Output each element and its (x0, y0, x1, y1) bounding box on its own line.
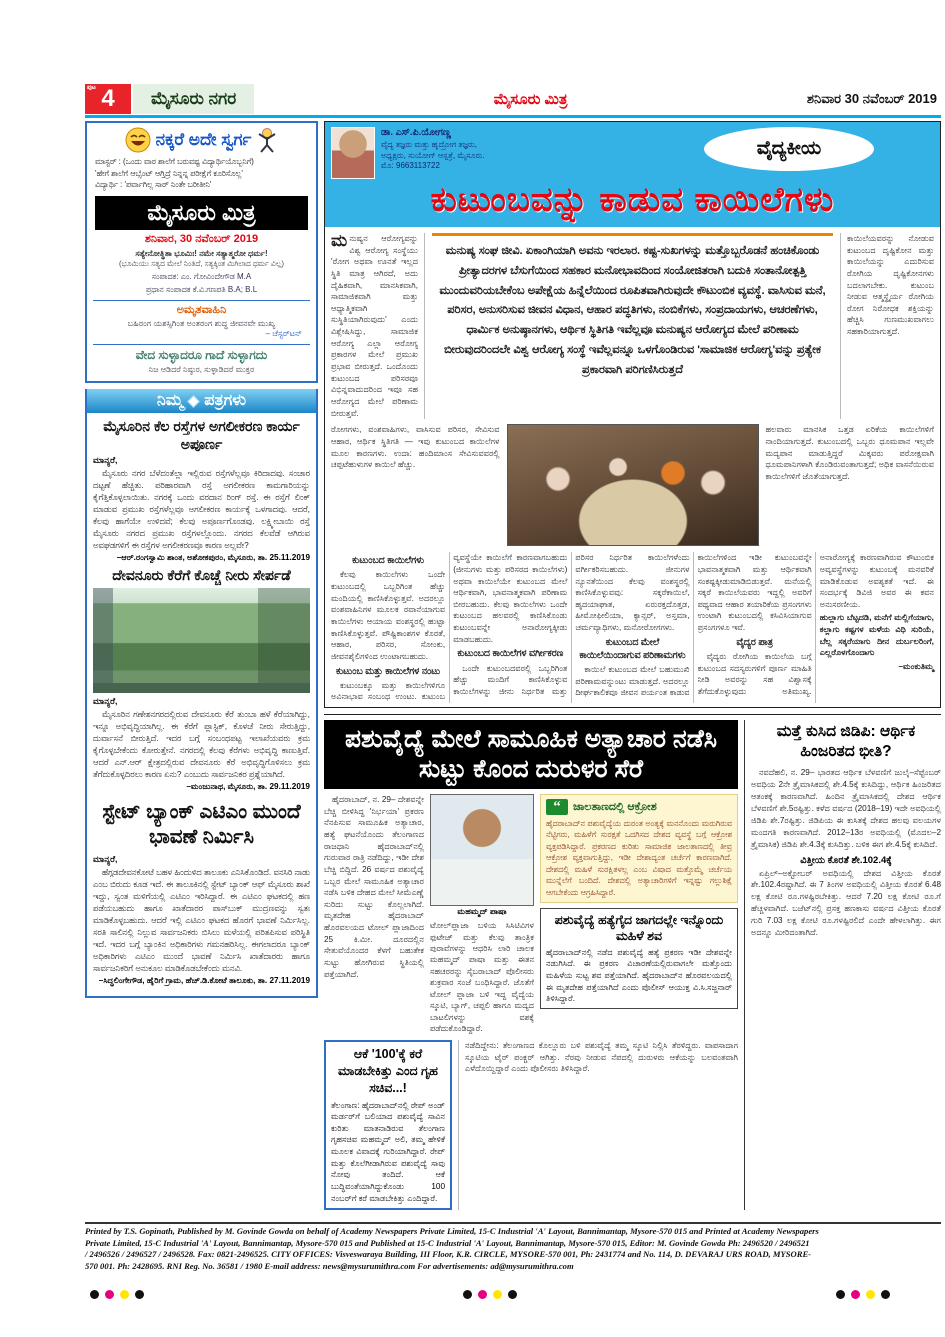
medical-subhead: ವೈದ್ಯರ ಪಾತ್ರ (736, 636, 773, 647)
medical-article (324, 121, 941, 708)
medical-subhead: ಕುಟುಂಬದ ಕಾಯಿಲೆಗಳು (352, 555, 425, 566)
masthead-date: ಶನಿವಾರ, 30 ನವೆಂಬರ್ 2019 (144, 233, 259, 246)
imprint-footer (85, 1222, 941, 1272)
registration-dot-black (463, 1290, 472, 1299)
letter-body: ಹೆಗ್ಗಡದೇವನಕೋಟೆ ಬಹಳ ಹಿಂದುಳಿದ ತಾಲೂಕು ಎನಿಸಿಕೊಂಡಿದೆ. ವನಸಿರಿ ನಾಡು ಎಂಬ ಬಿರುದು ಕೂಡ ಇದೆ. ಈ ತಾಲೂಕಿನಲ್ಲಿ ಸ್ಟೇಟ್ ಬ್ಯಾಂಕ್ ಆಫ್ ಮೈಸೂರು ಶಾಖೆ ಇದ್ದು, ಸ್ವಂತ ಮಳಿಗೆಯಲ್ಲಿ ಎಟಿಎಂ ಇರಿಸಿದ್ದಾರೆ. ಈ ಎಟಿಎಂ ಘಟಕದಲ್ಲಿ ಹಣ ಪಡೆಯಬಹುದು ಹಾಗೂ ಖಾತೆದಾರರ ಪಾಸ್‌ಬುಕ್ ಮುದ್ರಣವನ್ನು ಸ್ವತಃ ಮಾಡಿಕೊಳ್ಳಬಹುದು. ಆದರೆ ಇಲ್ಲಿ ಎಟಿಎಂ ಘಟಕದ ಹೊರಗೆ ಭಾವಣೆ ನಿರ್ಮಿಸಿಲ್ಲ. ಸರತಿ ಸಾಲಿನಲ್ಲಿ ನಿಲ್ಲುವ ಸಾರ್ವಜನಿಕರು ಬಿಸಿಲು ಮಳೆಯಲ್ಲಿ ಪರಿತಪಿಸುವ ಪರಿಸ್ಥಿತಿ ಇದೆ. ಇದರ ಬಗ್ಗೆ ಬ್ಯಾಂಕಿನ ಅಧಿಕಾರಿಗಳು ಗಮನಹರಿಸಿಲ್ಲ. ಈಗಲಾದರೂ ಬ್ಯಾಂಕ್ ಅಧಿಕಾರಿಗಳು ಎಟಿಎಂ ಮುಂದೆ ಭಾವಣೆ ನಿರ್ಮಿಸಿ ಖಾತೆದಾರರು ಹಾಗೂ ಸಾರ್ವಜನಿಕರಿಗೆ ಅನುಕೂಲ ಮಾಡಿಕೊಡಬೇಕೆಂದು ಮನವಿ. (93, 866, 310, 973)
doctor-photo (331, 127, 375, 179)
letter-atm (93, 800, 310, 986)
registration-dot-black (508, 1290, 517, 1299)
quote-title-row (546, 799, 732, 815)
imprint-line: 570 001. Ph: 2428695. RNI Reg. No. 36581 / 1980 E-mail address: news@mysurumithra.com For advertisements: ad@mysurumithra.com (85, 1260, 574, 1271)
medical-first-column: ಮನುಷ್ಯನ ಆರೋಗ್ಯವನ್ನು ವಿಶ್ವ ಆರೋಗ್ಯ ಸಂಸ್ಥೆಯು 'ರೋಗ ಅಥವಾ ಊನತೆ ಇಲ್ಲದ ಸ್ಥಿತಿ ಮಾತ್ರ ಆಗಿರದೆ, ಅದು ದೈಹಿಕವಾಗಿ, ಮಾನಸಿಕವಾಗಿ, ಸಾಮಾಜಿಕವಾಗಿ ಮತ್ತು ಆಧ್ಯಾತ್ಮಿಕವಾಗಿ ಸುಸ್ಥಿತಿಯಾಗಿರುವುದು' ಎಂದು ವಿಶ್ಲೇಷಿಸಿದ್ದು, ಸಾಮಾಜಿಕ ಆರೋಗ್ಯ ಎಲ್ಲಾ ಆರೋಗ್ಯ ಪ್ರಕಾರಗಳ ಮೇಲೆ ಪ್ರಮುಖ ಪ್ರಭಾವ ಬೀರುತ್ತದೆ. ಒಂದೊಂದು ಕುಟುಂಬದ ಪರಿಸರವೂ ವಿಭಿನ್ನವಾದುದರಿಂದ ಇವೂ ಸಹ ಆರೋಗ್ಯದ ಮೇಲೆ ಪರಿಣಾಮ ಬೀರುತ್ತವೆ. (331, 233, 425, 419)
medical-paragraph: ಕುಟುಂಬಕ್ಕೂ ಮತ್ತು ಕಾಯಿಲೆಗಳಿಗೂ ಅವಿನಾಭಾವ ಸಂಬಂಧ ಉಂಟು. ಕುಟುಂಬ ವ್ಯವಸ್ಥೆಯೇ ಕಾಯಿಲೆಗೆ ಕಾರಣವಾಗಬಹುದು (ಜೀನುಗಳು ಮತ್ತು ಪರಿಸರದ ಕಾಯಿಲೆಗಳು) ಅಥವಾ ಕಾಯಿಲೆಯೇ ಕುಟುಂಬದ ಮೇಲೆ ಆರ್ಥಿಕವಾಗಿ, ಭಾವನಾತ್ಮಕವಾಗಿ ಪರಿಣಾಮ ಬೀರಬಹುದು. ಕೆಲವು ಕಾಯಿಲೆಗಳು ಒಂದೇ ಕುಟುಂಬದ ಹಲವರಲ್ಲಿ ಕಾಣಿಸಿಕೊಂಡು ಕುಟುಂಬವನ್ನೇ ಅನಾರೋಗ್ಯಕ್ಕೀಡು ಮಾಡಬಹುದು. (331, 553, 568, 702)
header-date: ಶನಿವಾರ 30 ನವೆಂಬರ್ 2019 (806, 91, 937, 106)
medical-subhead: ಕುಟುಂಬದ ಕಾಯಿಲೆಗಳ ವರ್ಗೀಕರಣ (457, 648, 564, 659)
minister-box-body: ತೆಲಂಗಾಣ: ಹೈದರಾಬಾದ್‌ನಲ್ಲಿ ರೇಪ್ ಅಂಡ್ ಮರ್ಡರ್‌ಗೆ ಬಲಿಯಾದ ಪಶುವೈದ್ಯೆ ಸಾವಿನ ಕುರಿತು ಮಾತನಾಡಿರುವ ತೆಲಂಗಾಣ ಗೃಹಸಚಿವ ಮಹಮ್ಮದ್ ಅಲಿ, ತಮ್ಮ ಹೇಳಿಕೆ ಮೂಲಕ ವಿವಾದಕ್ಕೆ ಗುರಿಯಾಗಿದ್ದಾರೆ. ರೇಪ್ ಮತ್ತು ಕೊಲೆಗೀಡಾಗಿರುವ ಪಶುವೈದ್ಯೆ ಸಾವು ನೋವು ತಂದಿದೆ. ಆಕೆ ಬುದ್ಧಿವಂತೆಯಾಗಿದ್ದುಕೊಂಡು 100 ನಂಬರ್‌ಗೆ ಕರೆ ಮಾಡಬೇಕಿತ್ತು ಎಂದಿದ್ದಾರೆ. (331, 1100, 445, 1203)
medical-subhead: ಕುಟುಂಬದ ಮೇಲೆ ಕಾಯಿಲೆಯಿಂದಾಗುವ ಪರಿಣಾಮಗಳು (579, 636, 686, 660)
vet-headline: ಪಶುವೈದ್ಯೆ ಮೇಲೆ ಸಾಮೂಹಿಕ ಅತ್ಯಾಚಾರ ನಡೆಸಿ ಸುಟ್ಟು ಕೊಂದ ದುರುಳರ ಸೆರೆ (324, 720, 738, 789)
medical-paragraph: ಕಾಯಿಲೆ ಕುಟುಂಬದ ಮೇಲೆ ಬಹುಮುಖಿ ಪರಿಣಾಮವನ್ನುಂಟು ಮಾಡುತ್ತದೆ. ಅದರಲ್ಲೂ ದೀರ್ಘಕಾಲಿಕವೂ ಜೀವನ ಪರ್ಯಂತ ಕಾಡುವ ಕಾಯಿಲೆಗಳಿಂದ ಇಡೀ ಕುಟುಂಬವನ್ನೇ ಭಾವನಾತ್ಮಕವಾಗಿ ಮತ್ತು ಆರ್ಥಿಕವಾಗಿ ಸಂಕಷ್ಟಕ್ಕೀಡುಮಾಡಿಬಿಡುತ್ತವೆ. ಮನೆಯಲ್ಲಿ ಸಕ್ಕರೆ ಕಾಯಿಲೆಯವರು ಇದ್ದಲ್ಲಿ ಅವರಿಗೆ ಪಥ್ಯವಾದ ಆಹಾರ ತಯಾರಿಕೆಯ ಪ್ರಸಂಗಗಳು ಉಂಟಾಗಿ ಕುಟುಂಬದಲ್ಲಿ ಕಸಿವಿಸಿಯಾಗುವ ಪ್ರಸಂಗಗಳೂ ಇವೆ. (575, 553, 812, 698)
imprint-line: Printed by T.S. Gopinath, Published by M. Govinde Gowda on behalf of Academy Newspapers Private Limited, 15-C Industrial 'A' Layout, Bannimantap, Mysore-570 015 and Printed at Academy Newspapers (85, 1226, 819, 1236)
letter-salutation: ಮಾನ್ಯರೆ, (93, 853, 118, 864)
registration-dot-magenta (851, 1290, 860, 1299)
suspect-photo-block (430, 794, 534, 1035)
diamond-icon (187, 395, 200, 408)
header-divider (85, 115, 941, 118)
page-number-box (85, 84, 131, 114)
letters-banner (87, 389, 316, 413)
medical-photo-side-text: ಹಲವಾರು ಮಾನಸಿಕ ಒತ್ತಡ ಏರಿಕೆಯ ಕಾಯಿಲೆಗಳಿಗೆ ನಾಂದಿಯಾಗುತ್ತದೆ. ಕುಟುಂಬದಲ್ಲಿ ಒಬ್ಬರು ಧೂಮಪಾನ ಇಲ್ಲವೇ ಮದ್ಯಪಾನ ಮಾಡುತ್ತಿದ್ದರೆ ಮಿಕ್ಕವರು ಪರೋಕ್ಷವಾಗಿ ಧೂಮಪಾನಿಗಳಾಗಿ ಕೊಂಡಿರುವಂತಾಗುತ್ತದೆ; ಅಧಿಕ ವಾಸನೆಯಿರುವ ಕಾಯಿಲೆಗಳಿಗೆ ಜೊತೆಯಾಗುತ್ತದೆ. (765, 425, 934, 481)
letter-salutation: ಮಾನ್ಯರೆ, (93, 455, 118, 466)
medical-lead-paragraph: ಮನುಷ್ಯ ಸಂಘ ಜೀವಿ. ಏಕಾಂಗಿಯಾಗಿ ಅವನು ಇರಲಾರ. ಕಷ್ಟ-ಸುಖಗಳನ್ನು ಮತ್ತೊಬ್ಬರೊಡನೆ ಹಂಚಿಕೊಂಡು ಪ್ರೀತ್ಯಾದರಗಳ ಬೆಸುಗೆಯಿಂದ ಸಹಕಾರ ಮನೋಭಾವದಿಂದ ಸಂಯೋಜಿತರಾಗಿ ಬದುಕಿ ಸಂತಾನೋತ್ಪತ್ತಿ ಮುಂದುವರಿಯಬೇಕೆಂಬ ಅಪೇಕ್ಷೆಯ ಹಿನ್ನೆಲೆಯಿಂದ ರೂಪಿತವಾಗಿರುವುದೇ ಕೌಟುಂಬಿಕ ವ್ಯವಸ್ಥೆ. ವಾಸಿಸುವ ಮನೆ, ಪರಿಸರ, ಅನುಸರಿಸುವ ಜೀವನ ವಿಧಾನ, ಆಹಾರ ಪದ್ಧತಿಗಳು, ನಂಬಿಕೆಗಳು, ಸಂಪ್ರದಾಯಗಳು, ಆಚರಣೆಗಳು, ಧಾರ್ಮಿಕ ಅನುಷ್ಠಾನಗಳು, ಆರ್ಥಿಕ ಸ್ಥಿತಿಗತಿ ಇವೆಲ್ಲವೂ ಮನುಷ್ಯನ ಆರೋಗ್ಯದ ಮೇಲೆ ಪರಿಣಾಮ ಬೀರುವುದರಿಂದಲೇ ವಿಶ್ವ ಆರೋಗ್ಯ ಸಂಸ್ಥೆ ಇವೆಲ್ಲವನ್ನೂ ಒಳಗೊಂಡಿರುವ 'ಸಾಮಾಜಿಕ ಆರೋಗ್ಯ'ವನ್ನು ಪ್ರತ್ಯೇಕ ಪ್ರಕಾರವಾಗಿ ಪರಿಗಣಿಸಿರುತ್ತದೆ (432, 233, 833, 419)
vet-bottom-row (324, 1040, 738, 1210)
quote-box-title: ಜಾಲತಾಣದಲ್ಲಿ ಆಕ್ರೋಶ (573, 800, 657, 813)
letter-headline: ಸ್ಟೇಟ್ ಬ್ಯಾಂಕ್ ಎಟಿಎಂ ಮುಂದೆ ಭಾವಣೆ ನಿರ್ಮಿಸಿ (102, 800, 301, 848)
masthead-box (85, 121, 318, 383)
page-header (85, 84, 941, 114)
minister-statement-box (324, 1040, 452, 1210)
letters-box (85, 389, 318, 998)
bottom-section (324, 714, 941, 1210)
medical-subhead: ಕುಟುಂಬ ಮತ್ತು ಕಾಯಿಲೆಗಳ ನಂಟು (336, 665, 441, 676)
joke-line: 'ಹೇಗೆ ಶಾಲೆಗೆ ಆಬ್ಸೆಂಟ್ ಆಗ್ತಿದ್ರೆ ನಿನ್ನನ್ನ ಪರೀಕ್ಷೆಗೆ ಕೂರಿಸೊಲ್ಲ' (95, 168, 243, 178)
laughing-face-icon (125, 127, 151, 153)
medical-paragraph: ಒಂದೇ ಕುಟುಂಬದವರಲ್ಲಿ ಒಬ್ಬರಿಗಿಂತ ಹೆಚ್ಚು ಮಂದಿಗೆ ಕಾಣಿಸಿಕೊಳ್ಳುವ ಕಾಯಿಲೆಗಳನ್ನು ಜೀನು ನಿರ್ಧರಿತ ಮತ್ತು ಪರಿಸರ ನಿರ್ಧರಿತ ಕಾಯಿಲೆಗಳೆಂದು ವರ್ಗೀಕರಿಸಬಹುದು. ಜೀನುಗಳ ನ್ಯೂನತೆಯಿಂದ ಕೆಲವು ವಂಶಸ್ಥರಲ್ಲಿ ಕಾಣಿಸಿಕೊಳ್ಳುವವು: ಸಕ್ಕರೆಕಾಯಿಲೆ, ಹೃದಯಾಘಾತ, ಏರುರಕ್ತದೊತ್ತಡ, ಹೀಮೋಫೀಲಿಯಾ, ಕ್ಯಾನ್ಸರ್, ಅಸ್ತಮಾ, ಚರ್ಮವ್ಯಾಧಿಗಳು, ಮನೋರೋಗಗಳು. (453, 553, 690, 696)
second-body-sub-article (540, 908, 738, 1009)
quote-box-body: ಹೈದರಾಬಾದ್‌ನ ಪಶುವೈದ್ಯೆಯ ದುರಂತ ಅಂತ್ಯಕ್ಕೆ ಮನನೊಂದು ಮರುಗಿರುವ ನೆಟ್ಟಿಗರು, ಮಹಿಳೆಗೆ ಸುರಕ್ಷತೆ ಒದಗಿಸದ ದೇಶದ ವ್ಯವಸ್ಥೆ ಬಗ್ಗೆ ಆಕ್ರೋಶ ವ್ಯಕ್ತಪಡಿಸಿದ್ದಾರೆ. ಪ್ರಕರಣದ ಕುರಿತು ಸಾಮಾಜಿಕ ಜಾಲತಾಣದಲ್ಲಿ ತೀವ್ರ ಆಕ್ರೋಶ ವ್ಯಕ್ತವಾಗುತ್ತಿದ್ದು, ಇಡೀ ದೇಶಾದ್ಯಂತ ಚರ್ಚೆಗೆ ಕಾರಣವಾಗಿದೆ. ದೇಶದಲ್ಲಿ ಮಹಿಳೆ ಸುರಕ್ಷಿತಳಲ್ಲ ಎಂಬ ವಿಷಾದ ಮತ್ತೊಮ್ಮೆ ಚರ್ಚೆಯ ಮುನ್ನೆಲೆಗೆ ಬಂದಿದೆ. ದೇಶದಲ್ಲಿ ಅತ್ಯಾಚಾರಿಗಳಿಗೆ ಇನ್ನಷ್ಟು ಗಲ್ಲುಶಿಕ್ಷೆ ಆಗಬೇಕೆಂದು ಆಗ್ರಹಿಸಿದ್ದಾರೆ. (546, 819, 732, 897)
joke-title-row (93, 127, 310, 153)
registration-dot-black (836, 1290, 845, 1299)
masthead-motto-sub: (ಭೂಮಿಯು ಸತ್ಯದ ಮೇಲೆ ನಿಂತಿದೆ, ಸತ್ಯಕ್ಕಿಂತ ಮಿಗಿಲಾದ ಧರ್ಮ ವಿಲ್ಲ) (119, 259, 284, 269)
lake-photo (93, 588, 310, 693)
sub-article-headline: ಪಶುವೈದ್ಯೆ ಹತ್ಯೆಗೈದ ಜಾಗದಲ್ಲೇ ಇನ್ನೊಂದು ಮಹಿಳೆ ಶವ (554, 913, 724, 944)
medical-paragraph: ಕೆಲವು ಕಾಯಿಲೆಗಳು ಒಂದೇ ಕುಟುಂಬದಲ್ಲಿ ಒಬ್ಬರಿಗಿಂತ ಹೆಚ್ಚು ಮಂದಿಯಲ್ಲಿ ಕಾಣಿಸಿಕೊಳ್ಳುತ್ತವೆ. ಅದರಲ್ಲೂ ವಂಶವಾಹಿನಿಗಳ ಮೂಲಕ ರವಾನೆಯಾಗುವ ಕಾಯಿಲೆಗಳು ಆಯಾಯ ವಂಶಸ್ಥರಲ್ಲಿ ಹುಟ್ಟಾ ಕಾಣಿಸಿಕೊಳ್ಳುತ್ತವೆ. ಪೌಷ್ಟಿಕಾಂಶಗಳ ಕೊರತೆ, ಆಹಾರ, ಪರಿಸರ, ಸೋಂಕು, ಜೀವನಶೈಲಿಗಳಿಂದ ಉಂಟಾಗಬಹುದು. (331, 570, 446, 661)
sub-article-body: ಹೈದರಾಬಾದ್‌ನಲ್ಲಿ ನಡೆದ ಪಶುವೈದ್ಯೆ ಹತ್ಯೆ ಪ್ರಕರಣ ಇಡೀ ದೇಶವನ್ನೇ ನಡುಗಿಸಿದೆ. ಈ ಪ್ರಕರಣ ವಿಚಾರಣೆಯಲ್ಲಿರುವಾಗಲೇ ಮತ್ತೊಂದು ಮಹಿಳೆಯ ಸುಟ್ಟ ಶವ ಪತ್ತೆಯಾಗಿದೆ. ಹೈದರಾಬಾದ್‌ನ ಹೊರವಲಯದಲ್ಲಿ ಈ ಮೃತದೇಹ ಪತ್ತೆಯಾಗಿದೆ ಎಂದು ಪೊಲೀಸ್ ಆಯುಕ್ತ ವಿ.ಸಿ.ಸಜ್ಜನಾರ್ ತಿಳಿಸಿದ್ದಾರೆ. (546, 947, 732, 1004)
gdp-article (745, 720, 941, 1210)
medical-right-column: ಕಾಯಿಲೆಯವರನ್ನು ನೋಡುವ ಕುಟುಂಬದ ದೃಷ್ಟಿಕೋನ ಮತ್ತು ಕಾಯಿಲೆಯನ್ನು ಎದುರಿಸುವ ರೋಗಿಯ ದೃಷ್ಟಿಕೋನಗಳು ಬದಲಾಗಬೇಕು. ಕುಟುಂಬ ನೀಡುವ ಆತ್ಮಸ್ಥೈರ್ಯ ರೋಗಿಯ ರೋಗ ನಿರೋಧಕ ಶಕ್ತಿಯನ್ನು ಹೆಚ್ಚಿಸಿ ಗುಣಮುಖವಾಗಲು ಸಹಕಾರಿಯಾಗುತ್ತದೆ. (840, 233, 934, 419)
letters-banner-left: ನಿಮ್ಮ (156, 392, 184, 410)
medical-intro-row (331, 230, 934, 419)
imprint-line: Private Limited, 15-C Industrial 'A' Layout, Bannimantap, Mysore-570 015 and Published at 15-C Industrial 'A' Layout, Bannimantap, Mysore-570 015, Editor: M. Govinde Gowda Ph: 2496520 / 2496521 (85, 1237, 810, 1248)
registration-dots-center (463, 1290, 517, 1299)
quote-icon: “ (546, 799, 568, 815)
medical-headline: ಕುಟುಂಬವನ್ನು ಕಾಡುವ ಕಾಯಿಲೆಗಳು (430, 181, 835, 219)
medical-body (325, 227, 940, 707)
registration-dot-magenta (478, 1290, 487, 1299)
registration-dot-yellow (493, 1290, 502, 1299)
letter-signature: –ಸಿದ್ಧಲಿಂಗೇಗೌಡ, ಹೈರಿಗೆ ಗ್ರಾಮ, ಹೆಚ್.ಡಿ.ಕೋಟೆ ತಾಲೂಕು, ತಾ. 27.11.2019 (98, 975, 310, 985)
page-content (85, 121, 941, 1210)
amruta-quote: ಬಹಿರಂಗ ಯಶಸ್ಸಿಗಿಂತ ಅಂತರಂಗ ಶುದ್ಧ ಜೀವನವೇ ಮುಖ್ಯ (127, 319, 276, 329)
gdp-headline: ಮತ್ತೆ ಕುಸಿದ ಜಿಡಿಪಿ: ಆರ್ಥಿಕ ಹಿಂಜರಿತದ ಭೀತಿ? (776, 723, 916, 761)
medical-section-tag: ವೈದ್ಯಕೀಯ (704, 127, 874, 171)
letter-salutation: ಮಾನ್ಯರೆ, (93, 695, 118, 706)
doctor-name: ಡಾ. ಎಸ್.ಪಿ.ಯೋಗಣ್ಣ (381, 127, 451, 138)
vet-paragraph: ಹೈದರಾಬಾದ್, ನ. 29– ದೇಶವನ್ನೇ ಬೆಚ್ಚಿ ಬೀಳಿಸಿದ್ದ 'ನಿರ್ಭಯಾ' ಪ್ರಕರಣ ನೆನಪಿಸುವ ಸಾಮೂಹಿಕ ಅತ್ಯಾಚಾರ, ಹತ್ಯೆ ಘಟನೆಯೊಂದು ತೆಲಂಗಾಣದ ರಾಜಧಾನಿ ಹೈದರಾಬಾದ್‌ನಲ್ಲಿ ಗುರುವಾರ ರಾತ್ರಿ ನಡೆದಿದ್ದು, ಇಡೀ ದೇಶ ಬೆಚ್ಚಿ ಬಿದ್ದಿದೆ. 26 ವರ್ಷದ ಪಶುವೈದ್ಯೆ ಒಬ್ಬರ ಮೇಲೆ ಸಾಮೂಹಿಕ ಅತ್ಯಾಚಾರ ನಡೆಸಿ ಬಳಿಕ ದೇಹದ ಮೇಲೆ ಸೀಮೆಎಣ್ಣೆ ಸುರಿದು ಸುಟ್ಟು ಕೊಲ್ಲಲಾಗಿದೆ. ಮೃತದೇಹ ಹೈದರಾಬಾದ್ ಹೊರವಲಯದ ಟೋಲ್ ಪ್ಲಾಜಾದಿಂದ 25 ಕಿ.ಮೀ. ದೂರದಲ್ಲಿನ ಸೇತುವೆಯೊಂದರ ಕೆಳಗೆ ಬಹುತೇಕ ಸುಟ್ಟು ಹೋಗಿರುವ ಸ್ಥಿತಿಯಲ್ಲಿ ಪತ್ತೆಯಾಗಿದೆ. (324, 795, 424, 979)
doctor-credentials (381, 127, 484, 172)
gaade-title: ವೇದ ಸುಳ್ಳಾದರೂ ಗಾದೆ ಸುಳ್ಳಾಗದು (135, 348, 268, 363)
vet-column-1 (324, 794, 424, 1035)
letter-signature: –ಮಂಜುನಾಥ, ಮೈಸೂರು, ತಾ. 29.11.2019 (186, 781, 310, 791)
registration-dot-black (135, 1290, 144, 1299)
page-label: ಪುಟ (87, 85, 96, 91)
joke-line: ಮಾಸ್ಟರ್ : (ಒಂದು ವಾರ ಶಾಲೆಗೆ ಬರುವಷ್ಟ ವಿದ್ಯಾರ್ಥಿಯೊಬ್ಬನಿಗೆ) (95, 157, 254, 166)
editor-line: ಸಂಪಾದಕ: ಎಂ. ಗೋವಿಂದೇಗೌಡ M.A (151, 272, 252, 282)
suspect-photo (430, 794, 534, 906)
left-column (85, 121, 318, 1210)
vet-paragraph: ನಡೆದಿದ್ದೇನು: ತೆಲಂಗಾಣದ ಕೊಲ್ಲೂರು ಬಳಿ ಪಶುವೈದ್ಯೆ ತಮ್ಮ ಸ್ಕೂಟಿ ನಿಲ್ಲಿಸಿ ತೆರಳಿದ್ದರು. ವಾಪಸಾದಾಗ ಸ್ಕೂಟಿಯ ಟೈರ್ ಪಂಕ್ಚರ್ ಆಗಿತ್ತು. ನೆರವು ನೀಡುವ ನೆಪದಲ್ಲಿ ದುರುಳರು ಆಕೆಯನ್ನು ಬಲವಂತವಾಗಿ ಎಳೆದೊಯ್ದಿದ್ದಾರೆ ಎಂದು ಪೊಲೀಸರು ತಿಳಿಸಿದ್ದಾರೆ. (465, 1040, 738, 1074)
imprint-line: / 2496526 / 2496527 / 2496528. Fax: 0821-2496525. CITY OFFICES: Visveswaraya Building, III Floor, K.R. CIRCLE, MYSORE-570 001, Ph: 2431774 and No. 114, D. DEVARAJ URS ROAD, MYSORE- (85, 1249, 812, 1260)
doctor-title: ವೈದ್ಯ ತಜ್ಞರು ಮತ್ತು ಹೃದ್ರೋಗ ತಜ್ಞರು, (381, 139, 477, 149)
registration-dot-black (90, 1290, 99, 1299)
closing-verse: ಹುಲ್ಲಾಗು ಬೆಟ್ಟದಡಿ, ಮನೆಗೆ ಮಲ್ಲಿಗೆಯಾಗು, ಕಲ್ಲಾಗು ಕಷ್ಟಗಳ ಮಳೆಯ ವಿಧಿ ಸುರಿಯೆ, ಬೆಲ್ಲ ಸಕ್ಕರೆಯಾಗು ದೀನ ದುರ್ಬಲರಿಂಗೆ, ಎಲ್ಲರೊಳಗೊಂದಾಗು (819, 613, 934, 658)
joke-line: ವಿದ್ಯಾರ್ಥಿ : 'ಪರ್ವಾಗಿಲ್ಲ ಸಾರ್ ನಿಂತೇ ಬರೀತೀನಿ' (95, 180, 212, 190)
letter-signature: –ಆರ್.ರಂಗಸ್ವಾಮಿ ಶಾಂತ, ಅಶೋಕಪುರಂ, ಮೈಸೂರು, ತಾ. 25.11.2019 (116, 553, 310, 563)
medical-columns (331, 552, 934, 703)
masthead-motto: ಸತ್ಯೇನೋತ್ಥಿತಾ ಭೂಮಿಃ! ನಮೇ ಸತ್ಯಾತ್ಮರೋ ಧರ್ಮ! (135, 249, 268, 259)
doctor-title: ಅಧ್ಯಕ್ಷರು, ಸುಯೋಗ್ ಆಸ್ಪತ್ರೆ, ಮೈಸೂರು. (381, 150, 485, 160)
vet-column-3 (458, 1040, 738, 1210)
gaade-text: ನಿಜ ಆಡಿದರೆ ನಿಷ್ಠುರ, ಸುಳ್ಳಾಡಿದರೆ ಮುಕ್ತರ (148, 365, 255, 375)
letter-roads (93, 418, 310, 563)
letter-lake (93, 567, 310, 792)
gdp-subhead: ವಿತ್ತೀಯ ಕೊರತೆ ಶೇ.102.4ಕ್ಕೆ (800, 854, 892, 866)
gdp-body: ನವದೆಹಲಿ, ನ. 29– ಭಾರತದ ಆರ್ಥಿಕ ಬೆಳವಣಿಗೆ ಜುಲೈ–ಸೆಪ್ಟೆಂಬರ್ ಅವಧಿಯ 2ನೇ ತ್ರೈಮಾಸಿಕದಲ್ಲಿ ಶೇ.4.5ಕ್ಕೆ ಕುಸಿದಿದ್ದು, ಆರ್ಥಿಕ ಹಿಂಜರಿತದ ಆತಂಕಕ್ಕೆ ಕಾರಣವಾಗಿದೆ. ಹಿಂದಿನ ತ್ರೈಮಾಸಿಕದಲ್ಲಿ ದೇಶದ ಆರ್ಥಿಕ ಬೆಳವಣಿಗೆ ಶೇ.5ರಷ್ಟಿತ್ತು. ಕಳೆದ ವರ್ಷದ (2018–19) ಇದೇ ಅವಧಿಯಲ್ಲಿ ಜಿಡಿಪಿ ಶೇ.7ರಷ್ಟಿತ್ತು. ಜಿಡಿಪಿಯ ಈ ಕುಸಿತಕ್ಕೆ ದೇಶದ ಹಲವು ವಲಯಗಳ ಮಂದಗತಿ ಕಾರಣವಾಗಿದೆ. 2012–13ರ ಅವಧಿಯಲ್ಲಿ (ಮೊದಲ–2 ತ್ರೈಮಾಸಿಕ) ಜಿಡಿಪಿ ಶೇ.4.3ಕ್ಕೆ ಕುಸಿದಿತ್ತು. ಬಳಿಕ ಈಗ ಶೇ.4.5ಕ್ಕೆ ಕುಸಿದಿದೆ. (751, 768, 941, 849)
joke-lines (93, 156, 310, 191)
registration-dots-right (836, 1290, 890, 1299)
medical-photo-row (331, 424, 934, 546)
vet-crime-article (324, 720, 745, 1210)
chief-editor-line: ಪ್ರಧಾನ ಸಂಪಾದಕ ಕೆ.ವಿ.ಗಣಪತಿ B.A; B.L (145, 285, 258, 295)
letter-headline: ದೇವನೂರು ಕೆರೆಗೆ ಕೊಚ್ಚೆ ನೀರು ಸೇರ್ಪಡೆ (112, 567, 291, 584)
medical-header-band (325, 122, 940, 227)
suspect-photo-caption: ಮಹಮ್ಮದ್ ಪಾಷಾ (457, 907, 507, 917)
registration-dot-magenta (105, 1290, 114, 1299)
registration-dot-black (881, 1290, 890, 1299)
doctor-phone: ಮೊ: 9663113722 (381, 161, 440, 171)
paper-name-header: ಮೈಸೂರು ಮಿತ್ರ (493, 90, 568, 108)
amruta-author: – ಚೆಸ್ಟರ್‌ಟನ್ (265, 329, 302, 339)
letters-banner-right: ಪತ್ರಗಳು (204, 392, 247, 410)
registration-dots-left (90, 1290, 144, 1299)
joke-section-title: ನಕ್ಕರೆ ಅದೇ ಸ್ವರ್ಗ (155, 130, 252, 149)
outrage-quote-box (540, 794, 738, 903)
masthead-title: ಮೈಸೂರು ಮಿತ್ರ (95, 196, 308, 230)
gdp-body: ಏಪ್ರಿಲ್–ಅಕ್ಟೋಬರ್ ಅವಧಿಯಲ್ಲಿ ದೇಶದ ವಿತ್ತೀಯ ಕೊರತೆ ಶೇ.102.4ರಷ್ಟಾಗಿದೆ. ಈ 7 ತಿಂಗಳ ಅವಧಿಯಲ್ಲಿ ವಿತ್ತೀಯ ಕೊರತೆ 6.48 ಲಕ್ಷ ಕೋಟಿ ರೂ.ಗಳಷ್ಟಿರಬೇಕಿತ್ತು. ಆದರೆ 7.20 ಲಕ್ಷ ಕೋಟಿ ರೂ.ಗೆ ಹೆಚ್ಚಳವಾಗಿದೆ. ಬಜೆಟ್‌ನಲ್ಲಿ ಪ್ರಸಕ್ತ ಹಣಕಾಸು ವರ್ಷದ ವಿತ್ತೀಯ ಕೊರತೆ ಗುರಿ 7.03 ಲಕ್ಷ ಕೋಟಿ ರೂ.ಗಳಷ್ಟಿರಲಿದೆ ಎಂದೇ ಹೇಳಲಾಗಿತ್ತು. ಈಗ ಅದನ್ನೂ ಮೀರಿದಂತಾಗಿದೆ. (751, 868, 941, 937)
main-column (324, 121, 941, 1210)
medical-mid-left-text: ರೋಗಗಳು, ವಂಶವಾಹಿಗಳು, ವಾಸಿಸುವ ಪರಿಸರ, ಸೇವಿಸುವ ಆಹಾರ, ಆರ್ಥಿಕ ಸ್ಥಿತಿಗತಿ — ಇವು ಕುಟುಂಬದ ಕಾಯಿಲೆಗಳ ಮೂಲ ಕಾರಣಗಳು. ಉದಾ: ಹಂದಿಮಾಂಸ ಸೇವಿಸುವವರಲ್ಲಿ ಚಪ್ಪಟೆಹುಳುಗಳ ಕಾಯಿಲೆ ಹೆಚ್ಚು. (331, 425, 500, 470)
amruta-title: ಅಮೃತವಾಹಿನಿ (176, 304, 227, 317)
registration-dot-yellow (866, 1290, 875, 1299)
vet-right-stack (540, 794, 738, 1035)
letter-body: ಮೈಸೂರಿನ ಗಣೇಶನಗರದಲ್ಲಿರುವ ದೇವನೂರು ಕೆರೆ ತುಂಬಾ ಹಳೆ ಕೆರೆಯಾಗಿದ್ದು, ಇನ್ನೂ ಅಭಿವೃದ್ಧಿಯಾಗಿಲ್ಲ. ಈ ಕೆರೆಗೆ ಪ್ಲಾಸ್ಟಿಕ್, ಕೊಳಚೆ ನೀರು ಸೇರುತ್ತಿದ್ದು, ದುರ್ವಾಸನೆ ಬೀರುತ್ತಿದೆ. ಇದರ ಬಗ್ಗೆ ಸಂಬಂಧಪಟ್ಟ ಇಲಾಖೆಯವರು ಕ್ರಮ ಕೈಗೊಳ್ಳಬೇಕೆಂದು ಕೋರುತ್ತೇನೆ. ನಗರದಲ್ಲಿ ಕೆಲವು ಕೆರೆಗಳು ಅಭಿವೃದ್ಧಿ ಕಾಣುತ್ತಿವೆ. ಆದರೆ ಎನ್.ಆರ್ ಕ್ಷೇತ್ರದಲ್ಲಿರುವ ದೇವನೂರು ಕೆರೆ ಅಭಿವೃದ್ಧಿಗೊಳಿಸಲು ಕ್ರಮ ತೆಗೆದುಕೊಳ್ಳದಿರಲು ಕಾರಣ ಏನು? ಎಂಬುದು ಸಾರ್ವಜನಿಕರ ಪ್ರಶ್ನೆಯಾಗಿದೆ. (93, 708, 310, 779)
medical-paragraph: ವೈದ್ಯರು ರೋಗಿಯ ಕಾಯಿಲೆಯ ಬಗ್ಗೆ ಕುಟುಂಬದ ಸದಸ್ಯರುಗಳಿಗೆ ಪೂರ್ಣ ಮಾಹಿತಿ ನೀಡಿ ಅವರನ್ನು ಸಹ ವಿಶ್ವಾಸಕ್ಕೆ ತೆಗೆದುಕೊಳ್ಳುವುದು ಅತಿಮುಖ್ಯ. ಅನಾರೋಗ್ಯಕ್ಕೆ ಕಾರಣವಾಗಿರುವ ಕೌಟುಂಬಿಕ ಅವ್ಯವಸ್ಥೆಗಳನ್ನು ಕುಟುಂಬಕ್ಕೆ ಮನವರಿಕೆ ಮಾಡಿಕೊಡುವ ಅವಶ್ಯಕತೆ ಇದೆ. ಈ ಸಂದರ್ಭಕ್ಕೆ ಡಿವಿಜಿ ಅವರ ಈ ಕವನ ಅನುಸರಣೀಯ. (697, 553, 934, 696)
medical-header-top (331, 127, 934, 179)
cartoon-figure-icon (256, 127, 278, 153)
letter-body: ಮೈಸೂರು ನಗರ ಬೆಳೆದಂತೆಲ್ಲಾ ಇಲ್ಲಿರುವ ರಸ್ತೆಗಳೆಲ್ಲವೂ ಕಿರಿದಾದವು. ಸಂಚಾರ ದಟ್ಟಣೆ ಹೆಚ್ಚಿತು. ಪರಿಹಾರವಾಗಿ ರಸ್ತೆ ಅಗಲೀಕರಣ ಕಾಮಗಾರಿಯನ್ನು ಕೈಗೆತ್ತಿಕೊಳ್ಳಲಾಯಿತು. ನಗರಕ್ಕೆ ಒಂದು ವರದಾನ ರಿಂಗ್ ರಸ್ತೆ. ಈ ರಸ್ತೆಗೆ ಲಿಂಕ್ ಮಾಡುವ ಪ್ರಮುಖ ರಸ್ತೆಗಳೆಲ್ಲವೂ ಅಗಲೀಕರಣ ಕಾರ್ಯಕ್ಕೆ ಒಳಗಾದವು. ಆದರೆ, ಕೆಲವು ಹಾಗೆಯೇ ಉಳಿದವೆ; ಕೆಲವು ಅಪೂರ್ಣಗೊಂಡವು. ಲಕ್ಷ್ಮೀಬಾಯಿ ರಸ್ತೆ ಮೈಸೂರು ನಗರದ ಪ್ರಮುಖ ರಸ್ತೆಗಳಲ್ಲೊಂದು. ನಗರದ ಕೆಲವೆಡೆ ಆಗಿರುವ ಅವಘಡಗಳಿಗೆ ಈ ರಸ್ತೆಗಳ ಅಗಲೀಕರಣವೂ ಕಾರಣ ಅಲ್ಲವೇ? (93, 468, 310, 551)
minister-box-headline: ಆಕೆ '100'ಕ್ಕೆ ಕರೆ ಮಾಡಬೇಕಿತ್ತು ಎಂದ ಗೃಹ ಸಚಿವ...! (338, 1046, 438, 1095)
letter-headline: ಮೈಸೂರಿನ ಕೆಲ ರಸ್ತೆಗಳ ಅಗಲೀಕರಣ ಕಾರ್ಯ ಅಪೂರ್ಣ (103, 418, 300, 452)
page-number: 4 (101, 85, 115, 112)
print-registration-marks (90, 1290, 890, 1299)
vet-top-row (324, 794, 738, 1035)
closing-verse-author: –ಮಂಕುತಿಮ್ಮ (898, 662, 934, 672)
section-name: ಮೈಸೂರು ನಗರ (133, 84, 254, 114)
gaade-section (93, 344, 310, 377)
family-consultation-photo (507, 424, 759, 546)
vet-column-2: ಟೋಲ್‌ಪ್ಲಾಜಾ ಬಳಿಯ ಸಿಸಿಟಿವಿಗಳ ಫುಟೇಜ್ ಮತ್ತು ಕೆಲವು ತಾಂತ್ರಿಕ ಪುರಾವೆಗಳನ್ನು ಆಧರಿಸಿ ಲಾರಿ ಚಾಲಕ ಮಹಮ್ಮದ್ ಪಾಷಾ ಮತ್ತು ಈತನ ಸಹಚರರನ್ನು ಸೈಬರಾಬಾದ್ ಪೊಲೀಸರು ಶುಕ್ರವಾರ ಸಂಜೆ ಬಂಧಿಸಿದ್ದಾರೆ. ಜೊತೆಗೆ ಟೋಲ್ ಪ್ಲಾಜಾ ಬಳಿ ಇದ್ದ ವೈದ್ಯೆಯ ಸ್ಕೂಟಿ, ಬ್ಯಾಗ್, ಚಪ್ಪಲಿ ಹಾಗೂ ಮದ್ಯದ ಬಾಟಲಿಗಳನ್ನು ವಶಕ್ಕೆ ಪಡೆದುಕೊಂಡಿದ್ದಾರೆ. (430, 921, 534, 1034)
amruta-section (93, 300, 310, 339)
registration-dot-yellow (120, 1290, 129, 1299)
